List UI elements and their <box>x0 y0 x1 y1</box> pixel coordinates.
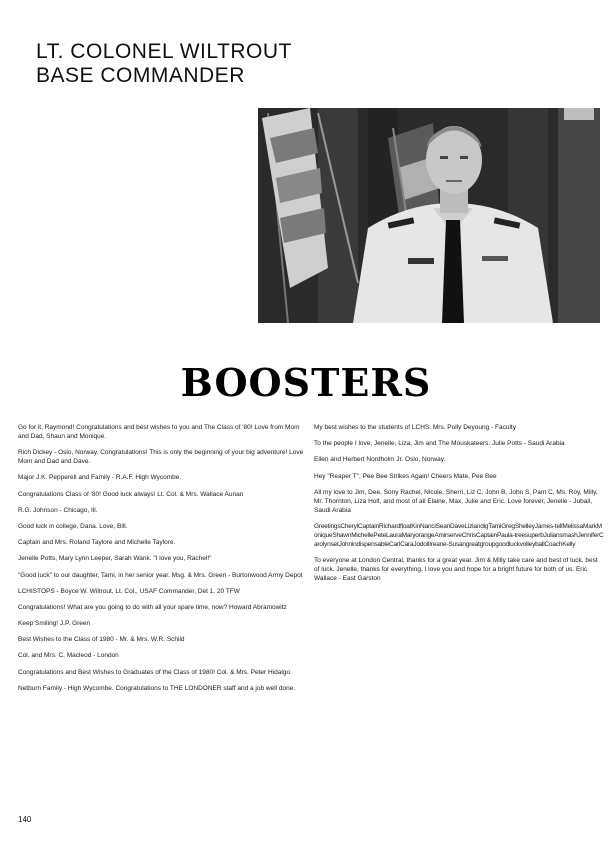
booster-message: Major J.K. Pepperell and Family - R.A.F. High Wycombe. <box>18 474 182 482</box>
booster-message: GreetingsCherylCaptainRichardfloatKinNanciSeanDaveLizlandigTamiGregShelleyJames-tellMelissaMarkMoniqueShawnMichellePeteLauraMaryorangeAmirserveChrisCaptainPaula-treesuperbJuliansmashJenniferCarolynsetJohnindispensableCarlCaraJodollIreane-SusangreatgroupgoodluckvolleyballCoachKelly <box>314 522 604 548</box>
commander-photo <box>258 108 600 323</box>
booster-message: Rich Dickey - Oslo, Norway. Congratulations! This is only the beginning of your big adventure! Love Mom and Dad and Dave. <box>18 449 304 466</box>
page-number: 140 <box>18 815 32 824</box>
booster-message: Hey "Reaper T", Pee Bee Strikes Again! Cheers Mate, Pee Bee <box>314 472 497 480</box>
booster-message: LCHISTOPS - Boyce W. Wiltrout, Lt. Col., USAF Commander, Det 1, 20 TFW <box>18 587 240 595</box>
booster-message: Captain and Mrs. Roland Taylore and Michelle Taylore. <box>18 539 176 547</box>
booster-message: R.G. Johnson - Chicago, Ill. <box>18 506 98 514</box>
booster-message: Jenelle Potts, Mary Lynn Leeper, Sarah Wank. "I love you, Rachel!" <box>18 555 212 563</box>
booster-message: Col. and Mrs. C. Macleod - London <box>18 652 119 660</box>
booster-message: Netburn Family - High Wycombe. Congratulations to THE LONDONER staff and a job well done. <box>18 684 296 692</box>
heading-line-name: LT. COLONEL WILTROUT <box>36 40 292 63</box>
booster-message: Keep Smiling! J.P. Green <box>18 620 91 628</box>
booster-message: Congratulations! What are you going to do with all your spare time, now? Howard Abramowitz <box>18 603 287 611</box>
booster-message: To everyone at London Central, thanks for a great year. Jim & Milly take care and best of luck. best of luck. Jenelle, thanks for everything, I love you and hope for a bright future for both of us. Eric Wallace - East Garston <box>314 557 598 583</box>
booster-message: "Good luck" to our daughter, Tami, in her senior year. Msg. & Mrs. Green - Burtonwood Army Depot <box>18 571 303 579</box>
booster-message: My best wishes to the students of LCHS. Mrs. Polly Deyoung - Faculty <box>314 424 516 431</box>
right-booster-column <box>314 423 604 590</box>
commander-photo-illustration <box>258 108 600 323</box>
booster-message: Good luck in college, Dana. Love, Bill. <box>18 522 128 530</box>
booster-message: Congratulations Class of '80! Good luck always! Lt. Col. & Mrs. Wallace Aunan <box>18 490 244 498</box>
section-title: BOOSTERS <box>180 360 432 405</box>
heading-line-title: BASE COMMANDER <box>36 64 245 87</box>
booster-message: Best Wishes to the Class of 1980 - Mr. & Mrs. W.R. Schild <box>18 636 185 644</box>
left-booster-column <box>18 423 306 700</box>
booster-message: Congratulations and Best Wishes to Graduates of the Class of 1980! Col. & Mrs. Peter Hidalgo <box>18 668 291 676</box>
booster-message: Ellen and Herbert Nordholm Jr. Oslo, Norway. <box>314 456 446 464</box>
page-heading <box>36 40 292 88</box>
booster-message: All my love to Jim, Dee, Sony Rachel, Nicole, Sherri, Liz C, John B, John S, Pam C, Ms. Roy, Milly, Mr. Thornton, Liza Holt, and most of all Elaine, Max, Julie and Eric. Love forever, Jenelle - Jubail, Saudi Arabia <box>314 488 598 514</box>
booster-message: To the people I love, Jenelle, Liza, Jim and The Mouskateers. Julie Potts - Saudi Arabia <box>314 440 565 448</box>
booster-message: Go for it, Raymond! Congratulations and best wishes to you and The Class of '80! Love from Mom and Dad, Shaun and Monique. <box>18 424 300 440</box>
